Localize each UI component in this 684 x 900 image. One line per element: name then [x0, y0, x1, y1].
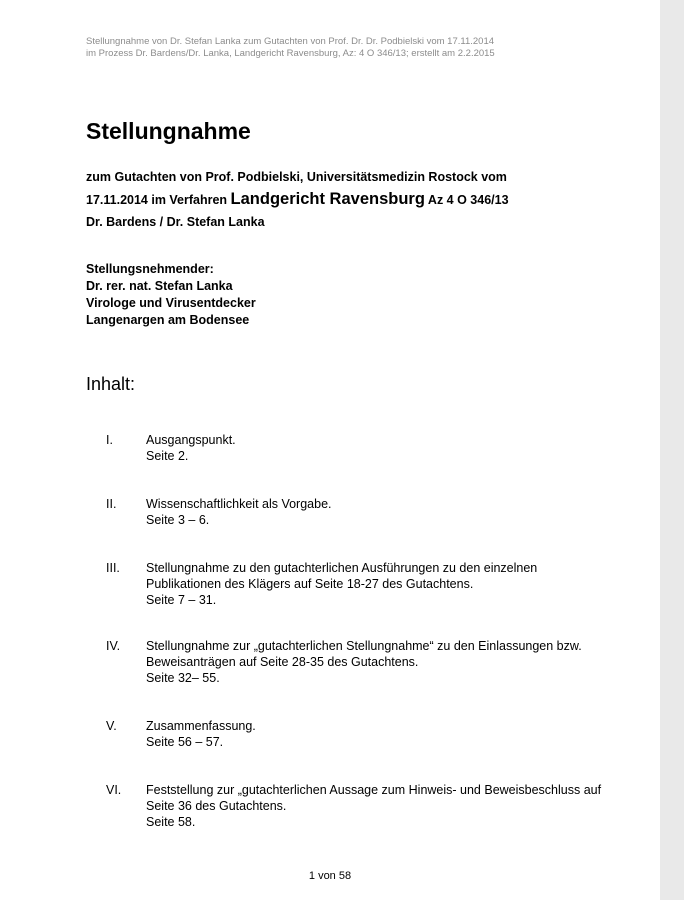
- subtitle-line-2: [86, 188, 509, 211]
- author-location: Langenargen am Bodensee: [86, 313, 250, 327]
- viewer-gutter: [660, 0, 684, 900]
- toc-item-line: Stellungnahme zu den gutachterlichen Ausführungen zu den einzelnen: [146, 561, 538, 575]
- toc-item-number: IV.: [106, 639, 121, 653]
- author-name: Dr. rer. nat. Stefan Lanka: [86, 279, 233, 293]
- toc-item-line: Publikationen des Klägers auf Seite 18-27 des Gutachtens.: [146, 577, 474, 591]
- author-role: Virologe und Virusentdecker: [86, 296, 256, 310]
- toc-item-line: Seite 56 – 57.: [146, 735, 224, 749]
- toc-item-number: II.: [106, 497, 117, 511]
- toc-item-line: Wissenschaftlichkeit als Vorgabe.: [146, 497, 332, 511]
- toc-item-text: [146, 432, 606, 464]
- running-header: [86, 36, 495, 60]
- toc-item-line: Beweisanträgen auf Seite 28-35 des Gutachtens.: [146, 655, 419, 669]
- toc-item-text: [146, 560, 606, 608]
- toc-item-number: III.: [106, 561, 120, 575]
- toc-item-number: I.: [106, 433, 113, 447]
- toc-item-line: Seite 32– 55.: [146, 671, 220, 685]
- document-subtitle: [86, 166, 509, 233]
- toc-item-line: Ausgangspunkt.: [146, 433, 236, 447]
- toc-item-text: [146, 638, 606, 686]
- toc-item-line: Seite 58.: [146, 815, 196, 829]
- toc-item-line: Seite 3 – 6.: [146, 513, 210, 527]
- subtitle-date: 17.11.2014 im Verfahren: [86, 193, 231, 207]
- toc-item-text: [146, 496, 606, 528]
- author-label: Stellungsnehmender:: [86, 262, 214, 276]
- subtitle-line-3: Dr. Bardens / Dr. Stefan Lanka: [86, 215, 265, 229]
- author-block: [86, 261, 256, 329]
- running-header-line-1: Stellungnahme von Dr. Stefan Lanka zum Gutachten von Prof. Dr. Dr. Podbielski vom 17.11.2014: [86, 36, 495, 47]
- toc-heading: Inhalt:: [86, 374, 136, 394]
- toc-item-text: [146, 782, 606, 830]
- toc-item-text: [146, 718, 606, 750]
- toc-item-line: Seite 36 des Gutachtens.: [146, 799, 287, 813]
- toc-item-line: Seite 2.: [146, 449, 189, 463]
- page-number: 1 von 58: [308, 870, 352, 882]
- toc-item-number: V.: [106, 719, 117, 733]
- toc-item-line: Feststellung zur „gutachterlichen Aussage zum Hinweis- und Beweisbeschluss auf: [146, 783, 602, 797]
- toc-item-line: Zusammenfassung.: [146, 719, 256, 733]
- toc-item-line: Stellungnahme zur „gutachterlichen Stellungnahme“ zu den Einlassungen bzw.: [146, 639, 582, 653]
- subtitle-case-number: Az 4 O 346/13: [424, 193, 509, 207]
- running-header-line-2: im Prozess Dr. Bardens/Dr. Lanka, Landgericht Ravensburg, Az: 4 O 346/13; erstellt am 2.2.2015: [86, 48, 495, 59]
- subtitle-court: Landgericht Ravensburg: [230, 190, 425, 208]
- toc-item-line: Seite 7 – 31.: [146, 593, 217, 607]
- subtitle-line-1: zum Gutachten von Prof. Podbielski, Universitätsmedizin Rostock vom: [86, 170, 507, 184]
- document-title: Stellungnahme: [86, 118, 251, 144]
- toc-item-number: VI.: [106, 783, 122, 797]
